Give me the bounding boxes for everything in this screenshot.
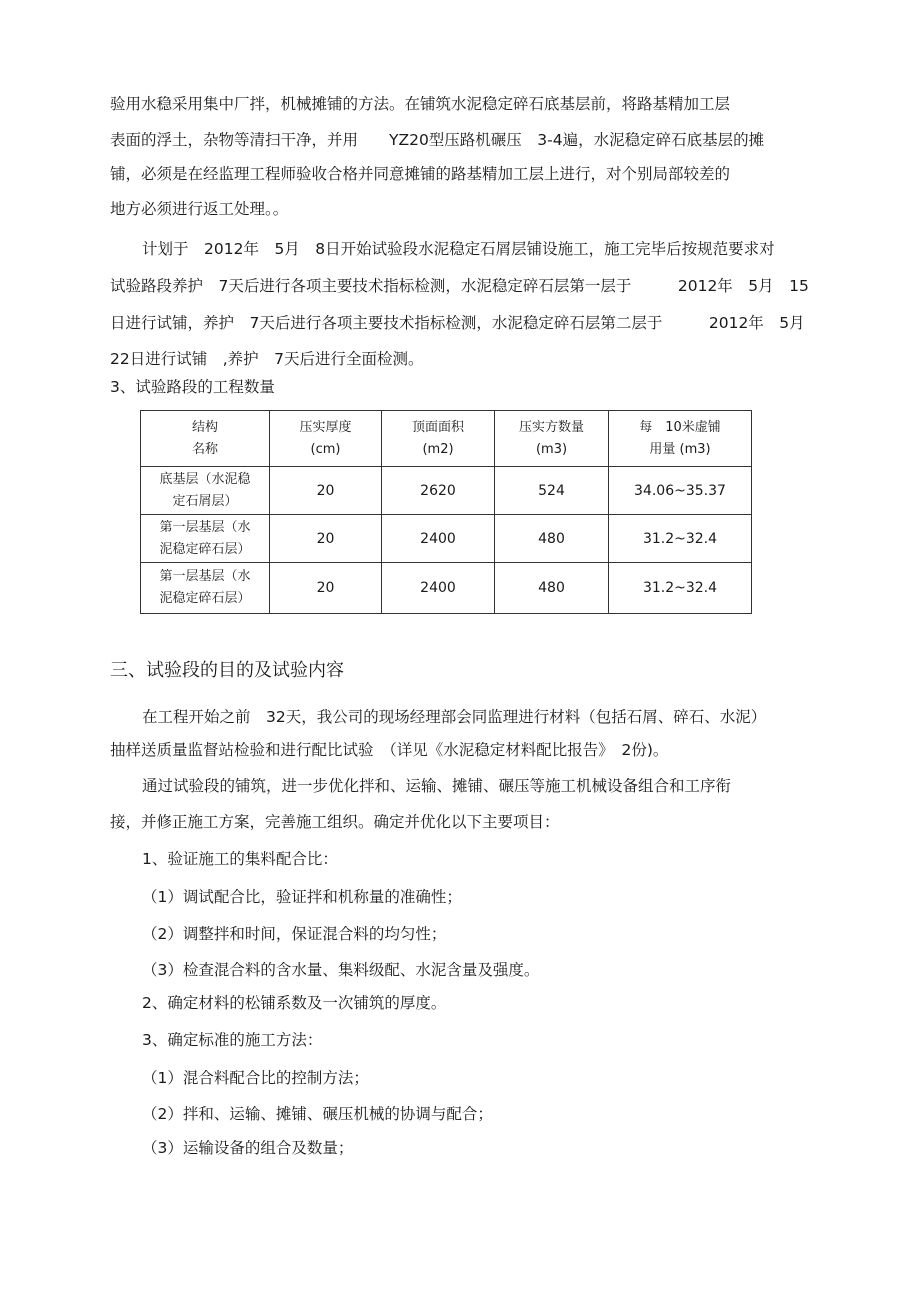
subheading: 3、试验路段的工程数量 [110,378,275,396]
body-line: 在工程开始之前 32天，我公司的现场经理部会同监理进行材料（包括石屑、碎石、水泥） [142,708,767,726]
paragraph-line: 计划于 2012年 5月 8日开始试验段水泥稳定石屑层铺设施工，施工完毕后按规范要求对 [142,240,775,258]
body-line: 3、确定标准的施工方法： [142,1031,323,1049]
body-line: 接，并修正施工方案，完善施工组织。确定并优化以下主要项目： [110,813,560,831]
body-line: （2）拌和、运输、摊铺、碾压机械的协调与配合； [142,1105,493,1123]
row-thickness: 20 [270,467,382,515]
row-area: 2620 [382,467,495,515]
row-name: 底基层（水泥稳 定石屑层） [141,467,270,515]
body-line: 通过试验段的铺筑，进一步优化拌和、运输、摊铺、碾压等施工机械设备组合和工序衔 [142,777,732,795]
header-structure: 结构 名称 [141,411,270,467]
row-name: 第一层基层（水 泥稳定碎石层） [141,515,270,563]
body-line: （2）调整拌和时间，保证混合料的均匀性； [142,925,447,943]
body-line: （1）调试配合比，验证拌和机称量的准确性； [142,888,462,906]
row-volume: 524 [495,467,609,515]
body-line: 1、验证施工的集料配合比： [142,850,338,868]
paragraph-line: 表面的浮土，杂物等清扫干净，并用 YZ20型压路机碾压 3-4遍，水泥稳定碎石底基层的摊 [110,131,765,149]
paragraph-line: 验用水稳采用集中厂拌，机械摊铺的方法。在铺筑水泥稳定碎石底基层前，将路基精加工层 [110,95,731,113]
paragraph-line: 试验路段养护 7天后进行各项主要技术指标检测，水泥稳定碎石层第一层于 2012年 5月 15 [110,277,809,295]
row-amount: 31.2~32.4 [609,563,752,614]
quantity-table [140,410,752,614]
row-amount: 34.06~35.37 [609,467,752,515]
row-amount: 31.2~32.4 [609,515,752,563]
paragraph-line: 日进行试铺，养护 7天后进行各项主要技术指标检测，水泥稳定碎石层第二层于 2012年 5月 [110,314,805,332]
header-volume: 压实方数量 (m3) [495,411,609,467]
row-thickness: 20 [270,515,382,563]
body-line: （3）检查混合料的含水量、集料级配、水泥含量及强度。 [142,961,540,979]
body-line: 2、确定材料的松铺系数及一次铺筑的厚度。 [142,994,447,1012]
row-thickness: 20 [270,563,382,614]
paragraph-line: 铺，必须是在经监理工程师验收合格并同意摊铺的路基精加工层上进行，对个别局部较差的 [110,165,731,183]
header-area: 顶面面积 (m2) [382,411,495,467]
header-thickness: 压实厚度 (cm) [270,411,382,467]
section-title: 三、试验段的目的及试验内容 [110,660,344,681]
body-line: 抽样送质量监督站检验和进行配比试验 （详见《水泥稳定材料配比报告》 2份)。 [110,741,669,759]
row-name: 第一层基层（水 泥稳定碎石层） [141,563,270,614]
table-row [141,515,752,563]
row-area: 2400 [382,563,495,614]
header-amount: 每 10米虚铺 用量 (m3) [609,411,752,467]
row-volume: 480 [495,515,609,563]
body-line: （1）混合料配合比的控制方法； [142,1069,369,1087]
table-row [141,467,752,515]
body-line: （3）运输设备的组合及数量； [142,1139,354,1157]
paragraph-line: 22日进行试铺 ,养护 7天后进行全面检测。 [110,350,424,368]
row-volume: 480 [495,563,609,614]
paragraph-line: 地方必须进行返工处理。。 [110,200,289,218]
row-area: 2400 [382,515,495,563]
table-row [141,563,752,614]
table-header-row [141,411,752,467]
